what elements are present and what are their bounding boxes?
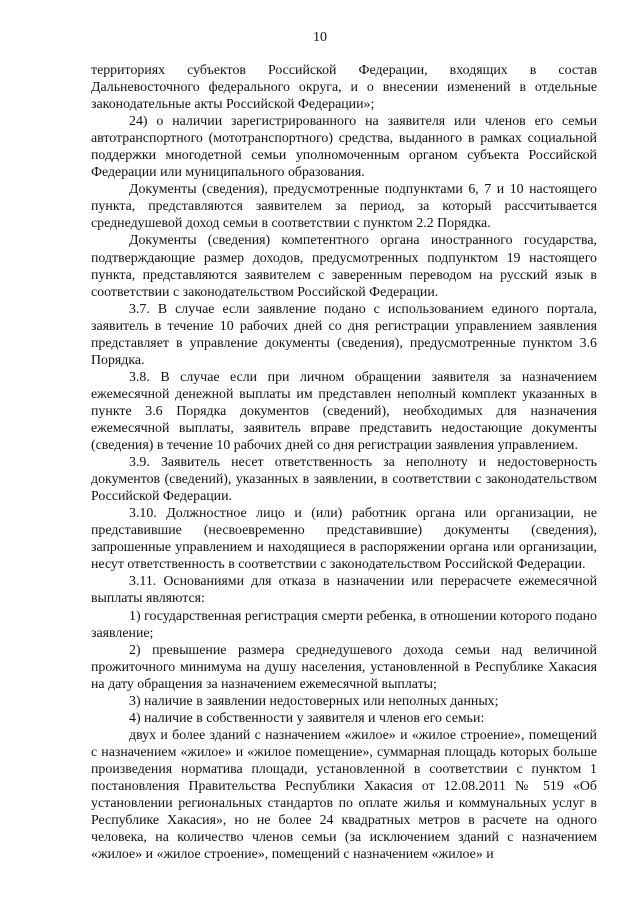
paragraph: двух и более зданий с назначением «жилое» и «жилое строение», помещений с назначением «жилое» и «жилое помещение», суммарная площадь которых больше произведения норматива площади, установленной в соответствии с пунктом 1 постановления Правительства Республики Хакасия от 12.08.2011 № 519 «Об установлении региональных стандартов по оплате жилья и коммунальных услуг в Республике Хакасия», но не более 24 квадратных метров в расчете на одного человека, на количество членов семьи (за исключением зданий с назначением «жилое» и «жилое строение», помещений с назначением «жилое» и [91, 727, 597, 863]
paragraph: Документы (сведения) компетентного органа иностранного государства, подтверждающие размер доходов, предусмотренных подпунктом 19 настоящего пункта, представляются заявителем с заверенным переводом на русский язык в соответствии с законодательством Российской Федерации. [91, 233, 597, 300]
paragraph: Документы (сведения), предусмотренные подпунктами 6, 7 и 10 настоящего пункта, представляются заявителем за период, за который рассчитывается среднедушевой доход семьи в соответствии с пунктом 2.2 Порядка. [91, 182, 597, 232]
page-number: 10 [313, 30, 327, 45]
paragraph: 3) наличие в заявлении недостоверных или неполных данных; [129, 693, 499, 709]
paragraph: 2) превышение размера среднедушевого дохода семьи над величиной прожиточного минимума на душу населения, установленной в Республике Хакасия на дату обращения за назначением ежемесячной выплаты; [91, 642, 597, 692]
document-body [91, 62, 597, 863]
paragraph: 3.8. В случае если при личном обращении заявителя за назначением ежемесячной денежной выплаты им представлен неполный комплект указанных в пункте 3.6 Порядка документов (сведений), необходимых для назначения ежемесячной выплаты, заявитель вправе представить недостающие документы (сведения) в течение 10 рабочих дней со дня регистрации заявления управлением. [91, 369, 597, 454]
paragraph: территориях субъектов Российской Федерации, входящих в состав Дальневосточного федерального округа, и о внесении изменений в отдельные законодательные акты Российской Федерации»; [91, 63, 597, 113]
paragraph: 3.11. Основаниями для отказа в назначении или перерасчете ежемесячной выплаты являются: [91, 574, 597, 607]
paragraph: 1) государственная регистрация смерти ребенка, в отношении которого подано заявление; [91, 608, 597, 641]
paragraph: 3.7. В случае если заявление подано с использованием единого портала, заявитель в течение 10 рабочих дней со дня регистрации управлением заявления представляет в управление документы (сведения), предусмотренные пунктом 3.6 Порядка. [91, 301, 597, 368]
paragraph: 3.9. Заявитель несет ответственность за неполноту и недостоверность документов (сведений), указанных в заявлении, в соответствии с законодательством Российской Федерации. [91, 455, 597, 505]
paragraph: 4) наличие в собственности у заявителя и членов его семьи: [129, 710, 485, 726]
paragraph: 3.10. Должностное лицо и (или) работник органа или организации, не представившие (несвоевременно представившие) документы (сведения), запрошенные управлением и находящиеся в распоряжении органа или организации, несут ответственность в соответствии с законодательством Российской Федерации. [91, 506, 597, 573]
paragraph: 24) о наличии зарегистрированного на заявителя или членов его семьи автотранспортного (мототранспортного) средства, выданного в рамках социальной поддержки многодетной семьи уполномоченным органом субъекта Российской Федерации или муниципального образования. [91, 114, 597, 181]
